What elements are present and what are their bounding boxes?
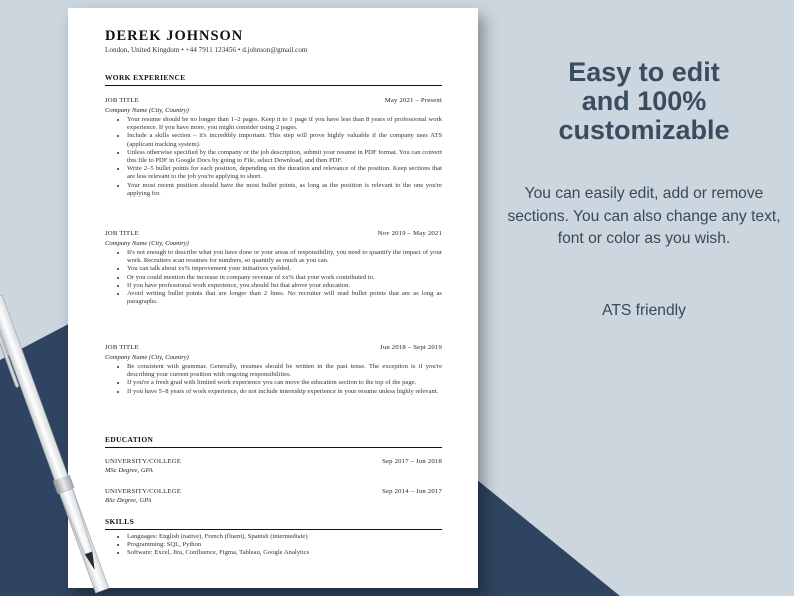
education-heading: EDUCATION [105, 435, 442, 448]
resume-name: DEREK JOHNSON [105, 28, 244, 44]
list-item: • It's not enough to describe what you have done or your areas of responsibility, you need to quantify the impact of your work. Recruiters scan resumes for numbers, so quantify as much as you can. [127, 249, 442, 265]
list-item: • Avoid writing bullet points that are longer than 2 lines. No recruiter will read bullet points that are as long as paragraphs. [127, 290, 442, 306]
promo-description: You can easily edit, add or remove sections. You can also change any text, font or color as you wish. [507, 185, 781, 248]
skills-heading: SKILLS [105, 517, 442, 530]
education-1-dates: Sep 2017 – Jun 2018 [382, 458, 442, 465]
job-2-company: Company Name (City, Country) [105, 240, 189, 247]
resume-contact: London, United Kingdom • +44 7911 123456 • d.johnson@gmail.com [105, 46, 308, 54]
list-item: • Write 2–5 bullet points for each position, depending on the duration and relevance of the position. Keep sections that are less relevant to the job you're applying to short. [127, 165, 442, 181]
ats-friendly-label: ATS friendly [602, 302, 686, 319]
job-1-title: JOB TITLE [105, 97, 139, 104]
promo-headline-line-2: and 100% [581, 86, 707, 116]
list-item: • Software: Excel, Jira, Confluence, Figma, Tableau, Google Analytics [127, 549, 442, 557]
list-item: • Your most recent position should have the most bullet points, as long as the position is relevant to the one you're applying for. [127, 182, 442, 198]
job-2-title: JOB TITLE [105, 230, 139, 237]
list-item: • If you have 5–8 years of work experience, do not include internship experience in your resume unless highly relevant. [127, 388, 442, 396]
list-item: • Or you could mention the increase in company revenue of xx% that your work contributed to. [127, 274, 442, 282]
education-1-school: UNIVERSITY/COLLEGE [105, 458, 182, 465]
education-2-dates: Sep 2014 – Jun 2017 [382, 488, 442, 495]
list-item: • Unless otherwise specified by the company or the job description, submit your resume in PDF format. You can convert this file to PDF in Google Docs by going to File, select Download, and then PDF. [127, 149, 442, 165]
job-3-company: Company Name (City, Country) [105, 354, 189, 361]
list-item: • Include a skills section – it's incredibly important. This step will prove highly valuable if the company uses ATS (applicant tracking system). [127, 132, 442, 148]
job-3-dates: Jun 2018 – Sept 2019 [380, 344, 442, 351]
list-item: • Be consistent with grammar. Generally, resumes should be written in the past tense. The exception is if you're describing your current position with ongoing responsibilities. [127, 363, 442, 379]
education-2-school: UNIVERSITY/COLLEGE [105, 488, 182, 495]
job-3-title: JOB TITLE [105, 344, 139, 351]
work-experience-heading: WORK EXPERIENCE [105, 73, 442, 86]
list-item: • Languages: English (native), French (fluent), Spanish (intermediate) [127, 533, 442, 541]
promo-headline-line-3: customizable [558, 115, 730, 145]
education-1-degree: MSc Degree, GPA [105, 467, 153, 474]
list-item: • You can talk about xx% improvement your initiatives yielded. [127, 265, 442, 273]
list-item: • Your resume should be no longer than 1–2 pages. Keep it to 1 page if you have less than 8 years of professional work experience. If you have more, you might consider using 2 pages. [127, 116, 442, 132]
list-item: • If you're a fresh grad with limited work experience you can move the education section to the top of the page. [127, 379, 442, 387]
job-2-dates: Nov 2019 – May 2021 [377, 230, 442, 237]
promo-headline-line-1: Easy to edit [568, 57, 720, 87]
list-item: • If you have professional work experience, you should list that above your education. [127, 282, 442, 290]
job-1-company: Company Name (City, Country) [105, 107, 189, 114]
job-1-dates: May 2021 – Present [384, 97, 442, 104]
education-2-degree: BSc Degree, GPA [105, 497, 152, 504]
list-item: • Programming: SQL, Python [127, 541, 442, 549]
promo-headline [500, 58, 788, 145]
